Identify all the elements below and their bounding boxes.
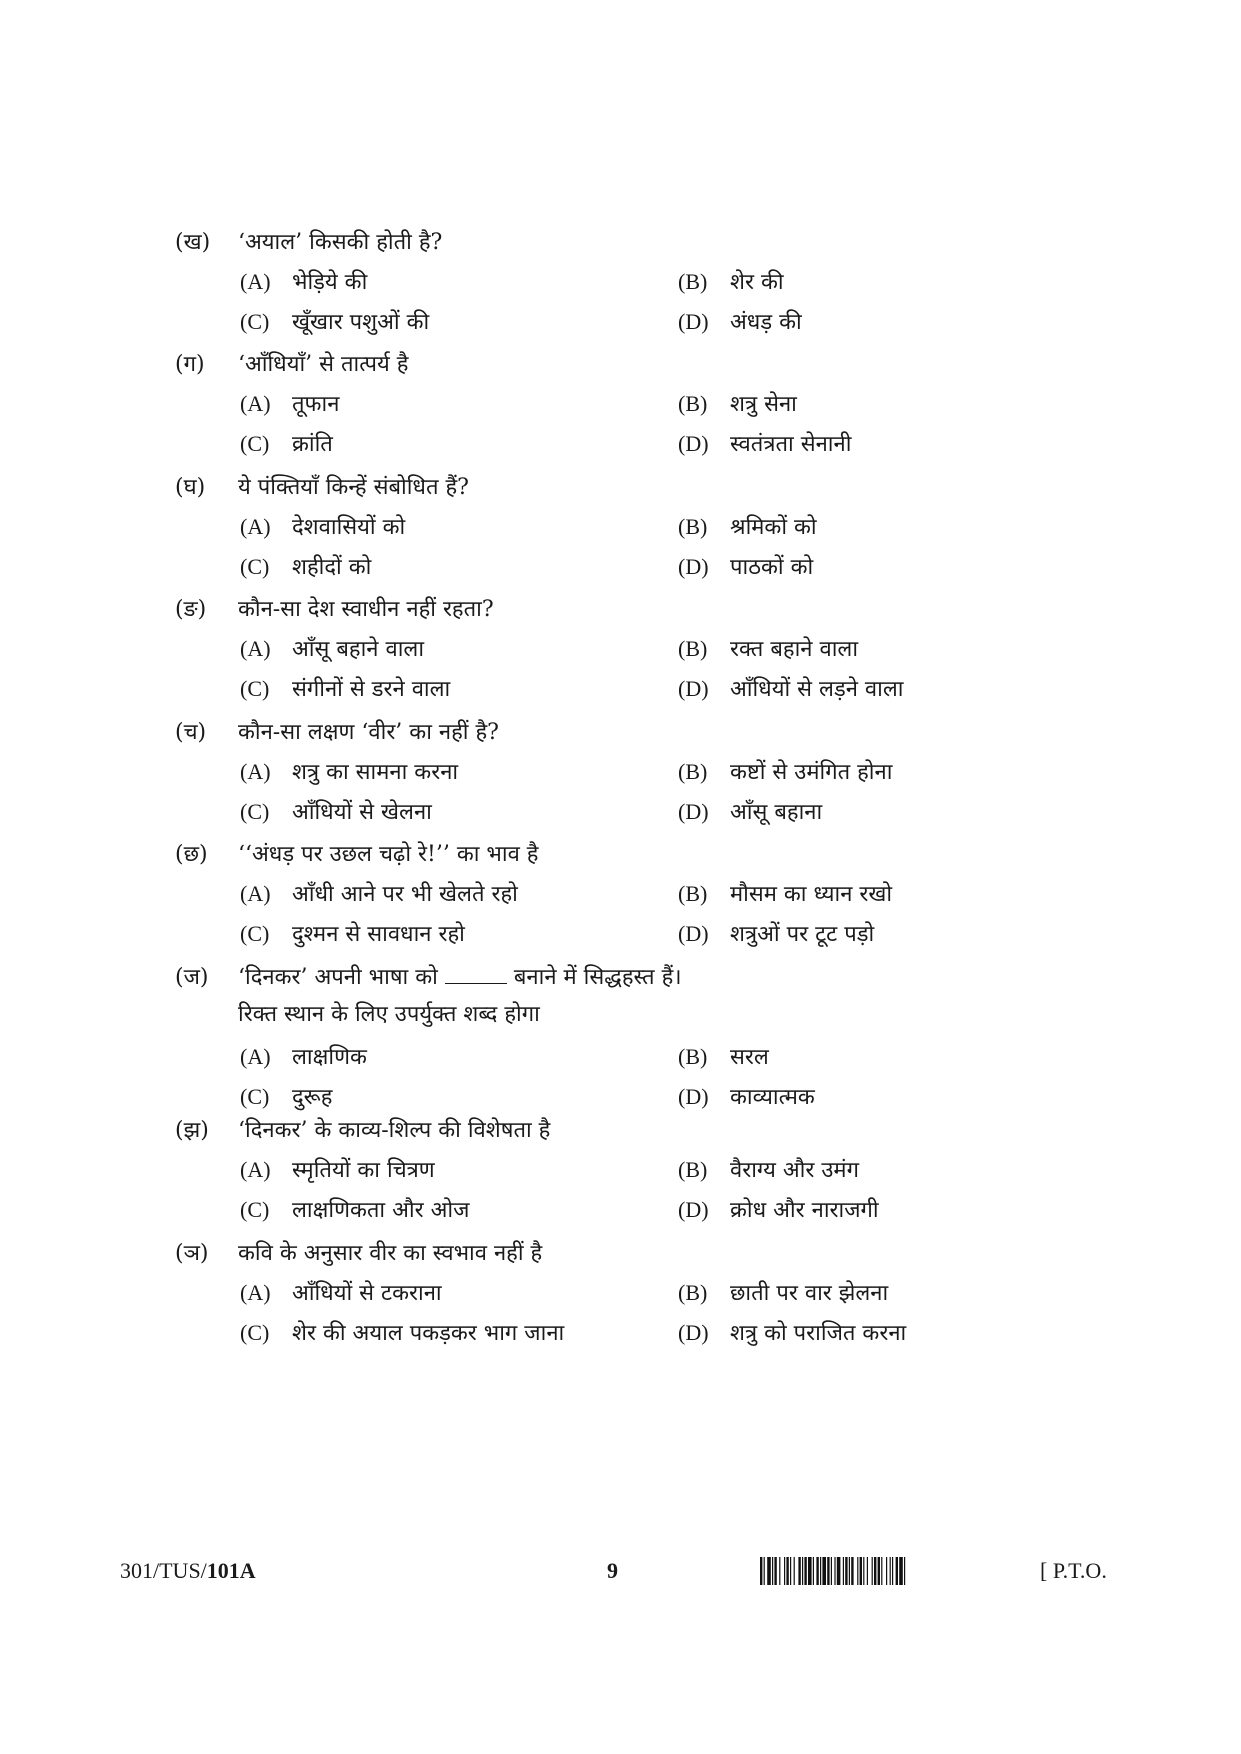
question-label: (ख) [175, 230, 211, 255]
question-cha [175, 714, 1075, 832]
question-text: ये पंक्तियाँ किन्हें संबोधित हैं? [238, 475, 469, 500]
question-label: (छ) [175, 842, 208, 867]
question-label: (ञ) [175, 1241, 209, 1266]
question-text: ‘दिनकर’ के काव्य-शिल्प की विशेषता है [238, 1118, 551, 1143]
option-a: (A) तूफान [240, 391, 340, 417]
question-text: कौन-सा देश स्वाधीन नहीं रहता? [238, 597, 494, 622]
question-text: ‘‘अंधड़ पर उछल चढ़ो रे!’’ का भाव है [238, 842, 539, 867]
option-d: (D) पाठकों को [678, 554, 814, 580]
option-a: (A) भेड़िये की [240, 269, 368, 295]
question-label: (झ) [175, 1118, 209, 1143]
option-b: (B) शेर की [678, 269, 784, 295]
question-chha [175, 836, 1075, 954]
option-a: (A) आँधी आने पर भी खेलते रहो [240, 881, 518, 907]
option-a: (A) शत्रु का सामना करना [240, 759, 459, 785]
option-a: (A) लाक्षणिक [240, 1044, 367, 1070]
option-d: (D) शत्रुओं पर टूट पड़ो [678, 921, 875, 947]
option-c: (C) दुश्मन से सावधान रहो [240, 921, 465, 947]
option-a: (A) आँधियों से टकराना [240, 1280, 442, 1306]
question-label: (ग) [175, 352, 205, 377]
option-b: (B) कष्टों से उमंगित होना [678, 759, 893, 785]
paper-code: 301/TUS/101A [120, 1558, 256, 1583]
option-b: (B) शत्रु सेना [678, 391, 797, 417]
option-c: (C) क्रांति [240, 431, 333, 457]
question-label: (ज) [175, 965, 209, 990]
option-c: (C) शेर की अयाल पकड़कर भाग जाना [240, 1320, 565, 1346]
question-label: (ङ) [175, 597, 207, 622]
pto-text: [ P.T.O. [1040, 1558, 1107, 1583]
option-c: (C) लाक्षणिकता और ओज [240, 1197, 470, 1223]
page-number: 9 [607, 1558, 618, 1583]
option-d: (D) क्रोध और नाराजगी [678, 1197, 879, 1223]
option-b: (B) सरल [678, 1044, 769, 1070]
question-gha [175, 469, 1075, 587]
barcode-icon [760, 1557, 1030, 1585]
option-d: (D) अंधड़ की [678, 309, 802, 335]
option-c: (C) खूँखार पशुओं की [240, 309, 430, 335]
question-nya [175, 1235, 1075, 1353]
option-b: (B) रक्त बहाने वाला [678, 636, 859, 662]
option-d: (D) आँसू बहाना [678, 799, 823, 825]
question-label: (घ) [175, 475, 206, 500]
question-text: कौन-सा लक्षण ‘वीर’ का नहीं है? [238, 720, 499, 745]
question-text: ‘अयाल’ किसकी होती है? [238, 230, 443, 255]
question-nga [175, 591, 1075, 709]
option-c: (C) आँधियों से खेलना [240, 799, 432, 825]
page-footer [120, 1553, 1130, 1589]
option-d: (D) स्वतंत्रता सेनानी [678, 431, 852, 457]
option-a: (A) स्मृतियों का चित्रण [240, 1157, 435, 1183]
option-b: (B) श्रमिकों को [678, 514, 817, 540]
option-b: (B) मौसम का ध्यान रखो [678, 881, 893, 907]
question-text: ‘दिनकर’ अपनी भाषा को बनाने में सिद्धहस्त हैं। [238, 965, 682, 990]
option-c: (C) दुरूह [240, 1084, 333, 1110]
question-kha [175, 224, 1075, 342]
option-b: (B) वैराग्य और उमंग [678, 1157, 859, 1183]
question-text: ‘आँधियाँ’ से तात्पर्य है [238, 352, 409, 377]
option-c: (C) संगीनों से डरने वाला [240, 676, 451, 702]
option-b: (B) छाती पर वार झेलना [678, 1280, 889, 1306]
option-d: (D) काव्यात्मक [678, 1084, 815, 1110]
question-ga [175, 346, 1075, 464]
question-text: कवि के अनुसार वीर का स्वभाव नहीं है [238, 1241, 543, 1266]
fill-in-blank [445, 965, 507, 984]
option-d: (D) आँधियों से लड़ने वाला [678, 676, 904, 702]
question-ja [175, 959, 1075, 1117]
option-a: (A) आँसू बहाने वाला [240, 636, 425, 662]
question-label: (च) [175, 720, 207, 745]
question-text-line2: रिक्त स्थान के लिए उपर्युक्त शब्द होगा [238, 1002, 540, 1027]
option-a: (A) देशवासियों को [240, 514, 406, 540]
option-d: (D) शत्रु को पराजित करना [678, 1320, 907, 1346]
question-jha [175, 1112, 1075, 1230]
option-c: (C) शहीदों को [240, 554, 372, 580]
